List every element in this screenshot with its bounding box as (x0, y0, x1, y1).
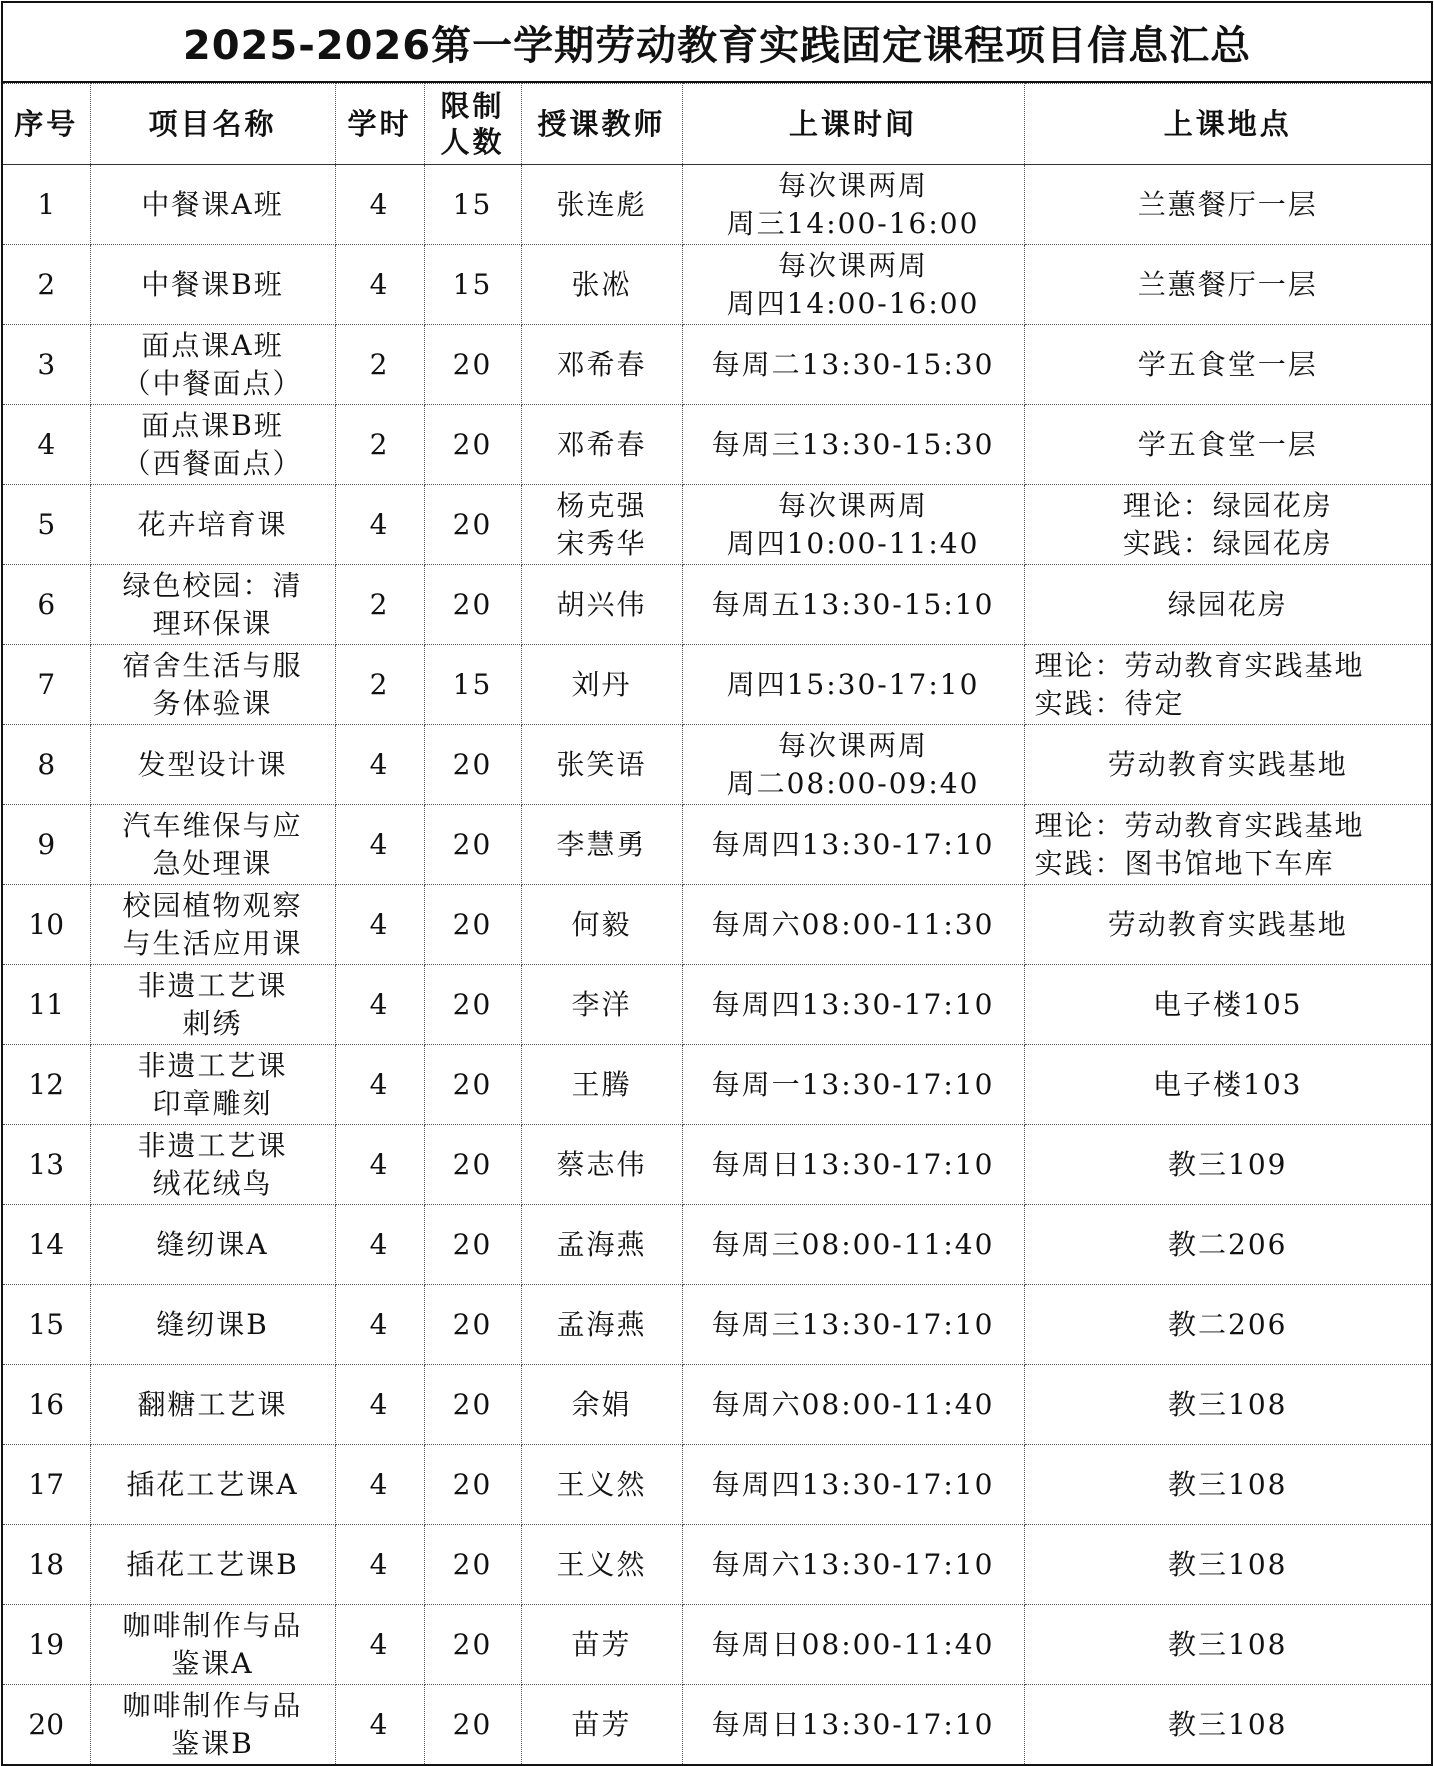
row-time (682, 1045, 1024, 1125)
row-time-line: 每周三08:00-11:40 (711, 1227, 995, 1261)
row-location-line: 学五食堂一层 (1137, 347, 1318, 381)
row-teacher (521, 325, 682, 405)
table-row (3, 1285, 1431, 1365)
row-project-name-line: 鉴课B (171, 1726, 254, 1760)
row-teacher-line: 杨克强 (556, 488, 647, 522)
row-project-name-line: 急处理课 (152, 846, 273, 880)
row-location (1024, 1525, 1431, 1605)
row-time-line: 每周五13:30-15:10 (711, 587, 995, 621)
row-teacher (521, 725, 682, 805)
course-sheet (1, 1, 1433, 1766)
row-teacher-line: 邓希春 (556, 427, 647, 461)
row-project-name-line: 插花工艺课A (126, 1467, 299, 1501)
row-seq: 14 (3, 1205, 90, 1285)
row-seq: 9 (3, 805, 90, 885)
row-hours: 4 (335, 485, 424, 565)
row-location-line: 实践：待定 (1034, 686, 1185, 720)
row-location (1024, 1685, 1431, 1765)
row-project-name (90, 165, 335, 245)
row-limit: 20 (424, 565, 521, 645)
row-location-line: 教三108 (1168, 1707, 1288, 1741)
table-row (3, 245, 1431, 325)
row-limit: 20 (424, 1365, 521, 1445)
row-limit: 15 (424, 165, 521, 245)
row-seq: 19 (3, 1605, 90, 1685)
row-project-name-line: 务体验课 (152, 686, 273, 720)
row-teacher (521, 1125, 682, 1205)
row-limit: 20 (424, 485, 521, 565)
row-limit: 20 (424, 1125, 521, 1205)
row-location-line: 教三108 (1168, 1547, 1288, 1581)
row-teacher-line: 张凇 (571, 267, 632, 301)
row-time-line: 每周四13:30-17:10 (711, 1467, 995, 1501)
row-location-line: 学五食堂一层 (1137, 427, 1318, 461)
row-hours: 4 (335, 1205, 424, 1285)
row-seq: 5 (3, 485, 90, 565)
row-location (1024, 885, 1431, 965)
row-time (682, 805, 1024, 885)
row-seq: 18 (3, 1525, 90, 1605)
header-time: 上课时间 (682, 84, 1024, 165)
row-location-line: 电子楼105 (1153, 987, 1303, 1021)
row-time-line: 每次课两周 (777, 168, 928, 202)
row-time (682, 565, 1024, 645)
row-time-line: 每周日08:00-11:40 (711, 1627, 995, 1661)
row-seq: 16 (3, 1365, 90, 1445)
table-row (3, 405, 1431, 485)
row-location-line: 教二206 (1168, 1227, 1288, 1261)
row-location (1024, 1125, 1431, 1205)
sheet-title: 2025-2026第一学期劳动教育实践固定课程项目信息汇总 (3, 3, 1431, 83)
row-hours: 4 (335, 725, 424, 805)
row-teacher-line: 王腾 (571, 1067, 632, 1101)
row-teacher (521, 405, 682, 485)
row-project-name-line: 翻糖工艺课 (137, 1387, 288, 1421)
row-time (682, 1685, 1024, 1765)
row-location (1024, 485, 1431, 565)
row-time (682, 725, 1024, 805)
row-project-name (90, 1205, 335, 1285)
row-hours: 4 (335, 1605, 424, 1685)
row-location-line: 教三109 (1168, 1147, 1288, 1181)
row-hours: 2 (335, 325, 424, 405)
row-teacher (521, 1285, 682, 1365)
row-project-name (90, 645, 335, 725)
row-location-line: 劳动教育实践基地 (1107, 907, 1348, 941)
row-project-name (90, 725, 335, 805)
row-location (1024, 1045, 1431, 1125)
row-time (682, 1285, 1024, 1365)
row-teacher (521, 565, 682, 645)
row-project-name (90, 885, 335, 965)
row-time (682, 245, 1024, 325)
row-location (1024, 965, 1431, 1045)
header-teacher: 授课教师 (521, 84, 682, 165)
row-hours: 2 (335, 405, 424, 485)
row-limit: 20 (424, 1445, 521, 1525)
row-project-name-line: 宿舍生活与服 (122, 648, 303, 682)
row-project-name (90, 1045, 335, 1125)
row-time-line: 周三14:00-16:00 (726, 206, 980, 240)
table-row (3, 1525, 1431, 1605)
row-time-line: 每次课两周 (777, 728, 928, 762)
row-project-name-line: 非遗工艺课 (137, 1048, 288, 1082)
table-row (3, 1605, 1431, 1685)
row-location (1024, 245, 1431, 325)
table-row (3, 805, 1431, 885)
row-location-line: 兰蕙餐厅一层 (1137, 267, 1318, 301)
row-hours: 4 (335, 805, 424, 885)
table-row (3, 1445, 1431, 1525)
row-hours: 4 (335, 1125, 424, 1205)
row-project-name (90, 1365, 335, 1445)
row-time-line: 每次课两周 (777, 488, 928, 522)
row-time (682, 485, 1024, 565)
row-hours: 2 (335, 645, 424, 725)
row-project-name-line: 刺绣 (182, 1006, 243, 1040)
row-hours: 4 (335, 1685, 424, 1765)
row-time-line: 周四14:00-16:00 (726, 286, 980, 320)
row-project-name-line: 花卉培育课 (137, 507, 288, 541)
row-teacher (521, 805, 682, 885)
row-time-line: 每周六08:00-11:30 (711, 907, 995, 941)
row-time-line: 每周三13:30-15:30 (711, 427, 995, 461)
table-row (3, 565, 1431, 645)
table-row (3, 1125, 1431, 1205)
row-time (682, 165, 1024, 245)
row-teacher-line: 李洋 (571, 987, 632, 1021)
row-project-name (90, 965, 335, 1045)
row-project-name (90, 245, 335, 325)
row-limit: 20 (424, 1525, 521, 1605)
table-row (3, 965, 1431, 1045)
row-limit: 20 (424, 1045, 521, 1125)
row-location-line: 兰蕙餐厅一层 (1137, 187, 1318, 221)
row-location-line: 实践：图书馆地下车库 (1034, 846, 1335, 880)
header-seq: 序号 (3, 84, 90, 165)
row-limit: 20 (424, 725, 521, 805)
row-hours: 4 (335, 245, 424, 325)
row-time (682, 885, 1024, 965)
row-time (682, 1365, 1024, 1445)
row-location (1024, 1445, 1431, 1525)
row-teacher-line: 王义然 (556, 1467, 647, 1501)
row-teacher-line: 何毅 (571, 907, 632, 941)
row-project-name (90, 1285, 335, 1365)
row-seq: 10 (3, 885, 90, 965)
row-teacher-line: 胡兴伟 (556, 587, 647, 621)
row-location (1024, 645, 1431, 725)
row-location (1024, 325, 1431, 405)
row-teacher (521, 965, 682, 1045)
row-teacher (521, 645, 682, 725)
row-time-line: 每周日13:30-17:10 (711, 1707, 995, 1741)
row-teacher-line: 李慧勇 (556, 827, 647, 861)
row-time-line: 每周三13:30-17:10 (711, 1307, 995, 1341)
row-seq: 4 (3, 405, 90, 485)
row-seq: 8 (3, 725, 90, 805)
header-name: 项目名称 (90, 84, 335, 165)
row-time (682, 645, 1024, 725)
row-project-name (90, 805, 335, 885)
row-project-name-line: 面点课A班 (141, 328, 284, 362)
row-location (1024, 165, 1431, 245)
row-project-name-line: 面点课B班 (141, 408, 284, 442)
row-project-name (90, 1525, 335, 1605)
row-limit: 20 (424, 325, 521, 405)
row-seq: 3 (3, 325, 90, 405)
row-project-name-line: （中餐面点） (122, 366, 303, 400)
row-hours: 4 (335, 165, 424, 245)
row-project-name (90, 405, 335, 485)
row-limit: 20 (424, 805, 521, 885)
row-project-name-line: 缝纫课A (156, 1227, 269, 1261)
row-limit: 20 (424, 1605, 521, 1685)
row-location (1024, 1285, 1431, 1365)
row-project-name-line: 鉴课A (171, 1646, 254, 1680)
row-teacher (521, 885, 682, 965)
row-time (682, 965, 1024, 1045)
row-project-name (90, 565, 335, 645)
row-location-line: 理论：劳动教育实践基地 (1034, 808, 1365, 842)
row-seq: 13 (3, 1125, 90, 1205)
row-teacher (521, 165, 682, 245)
row-limit: 15 (424, 245, 521, 325)
table-row (3, 485, 1431, 565)
row-project-name (90, 325, 335, 405)
row-teacher-line: 孟海燕 (556, 1227, 647, 1261)
course-table-body (3, 165, 1431, 1765)
row-project-name (90, 1125, 335, 1205)
header-limit-line2: 人数 (440, 125, 505, 159)
header-location: 上课地点 (1024, 84, 1431, 165)
row-project-name-line: 中餐课A班 (141, 187, 284, 221)
row-location-line: 教三108 (1168, 1467, 1288, 1501)
row-seq: 17 (3, 1445, 90, 1525)
row-teacher (521, 1685, 682, 1765)
header-limit (424, 84, 521, 165)
row-time-line: 每周日13:30-17:10 (711, 1147, 995, 1181)
row-project-name (90, 1685, 335, 1765)
row-teacher-line: 苗芳 (571, 1707, 632, 1741)
course-table (3, 83, 1431, 1764)
row-seq: 20 (3, 1685, 90, 1765)
row-project-name-line: 中餐课B班 (141, 267, 284, 301)
row-project-name-line: 绿色校园：清 (122, 568, 303, 602)
row-limit: 20 (424, 885, 521, 965)
row-project-name-line: 非遗工艺课 (137, 968, 288, 1002)
row-teacher-line: 邓希春 (556, 347, 647, 381)
row-location-line: 绿园花房 (1167, 587, 1288, 621)
row-project-name-line: 非遗工艺课 (137, 1128, 288, 1162)
row-time (682, 1205, 1024, 1285)
row-location-line: 教三108 (1168, 1387, 1288, 1421)
header-limit-line1: 限制 (440, 89, 505, 123)
table-row (3, 325, 1431, 405)
row-location (1024, 565, 1431, 645)
row-hours: 4 (335, 1365, 424, 1445)
row-time (682, 1525, 1024, 1605)
row-teacher-line: 张连彪 (556, 187, 647, 221)
row-hours: 4 (335, 1045, 424, 1125)
row-limit: 15 (424, 645, 521, 725)
table-row (3, 1365, 1431, 1445)
row-teacher (521, 1605, 682, 1685)
header-hours: 学时 (335, 84, 424, 165)
row-limit: 20 (424, 1285, 521, 1365)
row-seq: 7 (3, 645, 90, 725)
row-time-line: 每周六08:00-11:40 (711, 1387, 995, 1421)
row-teacher-line: 孟海燕 (556, 1307, 647, 1341)
row-seq: 1 (3, 165, 90, 245)
row-teacher-line: 刘丹 (571, 667, 632, 701)
row-location-line: 理论：劳动教育实践基地 (1034, 648, 1365, 682)
row-hours: 2 (335, 565, 424, 645)
row-project-name-line: 缝纫课B (156, 1307, 269, 1341)
row-location-line: 劳动教育实践基地 (1107, 747, 1348, 781)
row-project-name (90, 485, 335, 565)
row-time-line: 每周四13:30-17:10 (711, 987, 995, 1021)
row-seq: 2 (3, 245, 90, 325)
row-teacher (521, 485, 682, 565)
row-limit: 20 (424, 965, 521, 1045)
table-row (3, 725, 1431, 805)
row-project-name-line: 插花工艺课B (126, 1547, 299, 1581)
row-project-name-line: 印章雕刻 (152, 1086, 273, 1120)
row-project-name-line: 咖啡制作与品 (122, 1608, 303, 1642)
row-time (682, 1125, 1024, 1205)
row-location (1024, 1365, 1431, 1445)
row-location (1024, 725, 1431, 805)
row-teacher-line: 王义然 (556, 1547, 647, 1581)
header-row (3, 84, 1431, 165)
row-teacher-line: 张笑语 (556, 747, 647, 781)
row-hours: 4 (335, 1525, 424, 1605)
row-location-line: 电子楼103 (1153, 1067, 1303, 1101)
row-limit: 20 (424, 405, 521, 485)
row-project-name-line: 汽车维保与应 (122, 808, 303, 842)
row-seq: 11 (3, 965, 90, 1045)
row-teacher (521, 1525, 682, 1605)
row-time-line: 每周一13:30-17:10 (711, 1067, 995, 1101)
row-project-name-line: 咖啡制作与品 (122, 1688, 303, 1722)
row-time-line: 周四10:00-11:40 (726, 526, 980, 560)
table-row (3, 165, 1431, 245)
row-time-line: 每次课两周 (777, 248, 928, 282)
row-project-name (90, 1445, 335, 1525)
row-teacher-line: 余娟 (571, 1387, 632, 1421)
row-teacher-line: 苗芳 (571, 1627, 632, 1661)
row-project-name-line: 与生活应用课 (122, 926, 303, 960)
row-project-name-line: 校园植物观察 (122, 888, 303, 922)
row-location-line: 教二206 (1168, 1307, 1288, 1341)
table-row (3, 1205, 1431, 1285)
row-hours: 4 (335, 965, 424, 1045)
row-location (1024, 1605, 1431, 1685)
row-location (1024, 405, 1431, 485)
row-time-line: 每周二13:30-15:30 (711, 347, 995, 381)
row-location-line: 实践：绿园花房 (1122, 526, 1333, 560)
table-row (3, 1685, 1431, 1765)
row-teacher (521, 1445, 682, 1525)
table-row (3, 645, 1431, 725)
row-time-line: 周四15:30-17:10 (726, 667, 980, 701)
row-teacher (521, 245, 682, 325)
row-time (682, 1445, 1024, 1525)
table-row (3, 885, 1431, 965)
row-time (682, 405, 1024, 485)
row-location-line: 理论：绿园花房 (1122, 488, 1333, 522)
row-seq: 15 (3, 1285, 90, 1365)
row-time-line: 周二08:00-09:40 (726, 766, 980, 800)
row-teacher-line: 宋秀华 (556, 526, 647, 560)
row-hours: 4 (335, 1445, 424, 1525)
row-hours: 4 (335, 1285, 424, 1365)
row-teacher (521, 1205, 682, 1285)
row-project-name-line: 发型设计课 (137, 747, 288, 781)
row-project-name-line: 绒花绒鸟 (152, 1166, 273, 1200)
row-time (682, 325, 1024, 405)
row-project-name (90, 1605, 335, 1685)
row-project-name-line: （西餐面点） (122, 446, 303, 480)
row-location (1024, 805, 1431, 885)
row-location-line: 教三108 (1168, 1627, 1288, 1661)
row-limit: 20 (424, 1685, 521, 1765)
row-teacher (521, 1365, 682, 1445)
row-project-name-line: 理环保课 (152, 606, 273, 640)
row-limit: 20 (424, 1205, 521, 1285)
row-location (1024, 1205, 1431, 1285)
row-teacher-line: 蔡志伟 (556, 1147, 647, 1181)
row-hours: 4 (335, 885, 424, 965)
row-time-line: 每周六13:30-17:10 (711, 1547, 995, 1581)
row-time-line: 每周四13:30-17:10 (711, 827, 995, 861)
row-time (682, 1605, 1024, 1685)
row-seq: 12 (3, 1045, 90, 1125)
row-seq: 6 (3, 565, 90, 645)
row-teacher (521, 1045, 682, 1125)
table-row (3, 1045, 1431, 1125)
